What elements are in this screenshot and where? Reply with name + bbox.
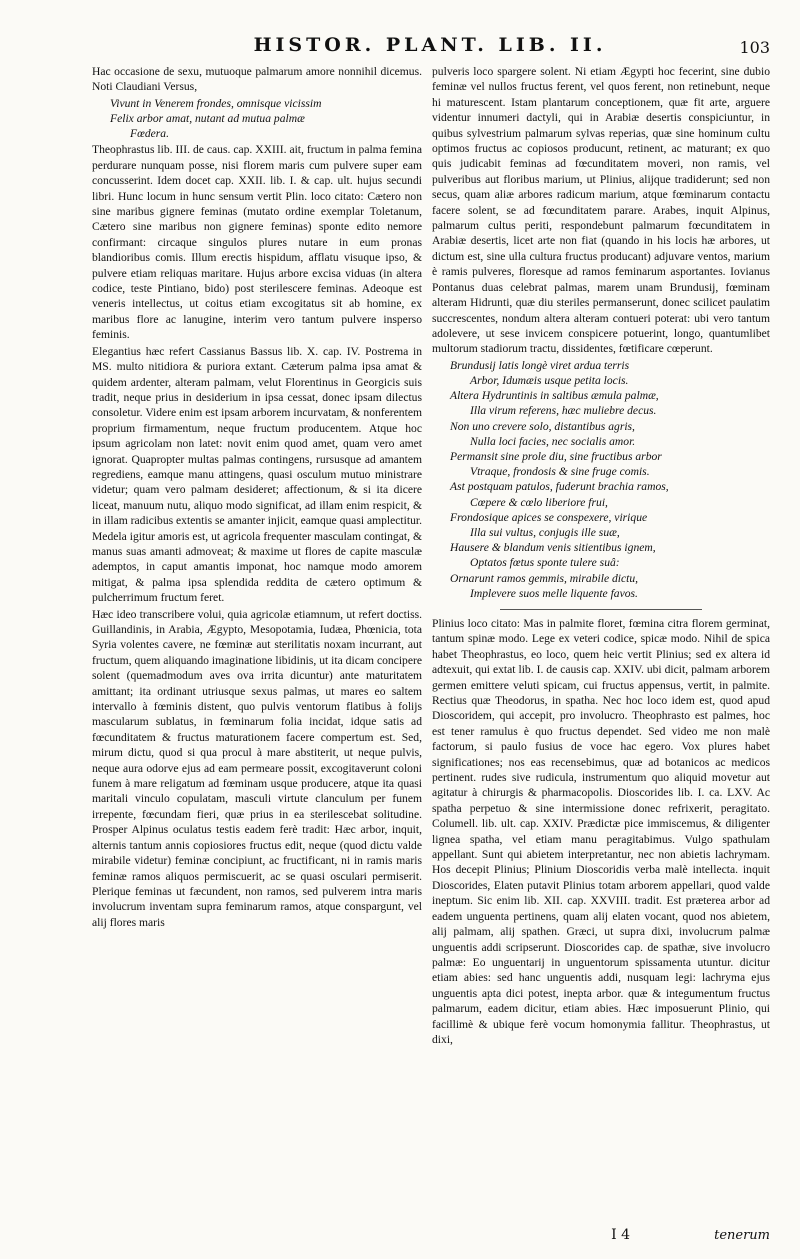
verse-line: Frondosique apices se conspexere, virique [450,510,648,524]
signature-mark: I 4 [611,1227,630,1243]
left-paragraph-2: Elegantius hæc refert Cassianus Bassus lib. X. cap. IV. Postrema in MS. multo nitidiora & puriora extant. Cæterum palma ipsa amat & quidem ardenter, alteram palmam, velut Florentinus in Georgicis suis tradit, neque prius in desiderium in ipsa cessat, donec ipsam dilectus consoletur. Videre enim est ipsam arborem incurvatam, & nonferentem proprium firmamentum, neque fructum producentem. Atque hoc ipsum agricolam non latet: novit enim quod amet, quam vero amet ignorat. Quapropter multas palmas contingens, rursusque ad amantem regrediens, eamque manu attingens, quasi osculum mutuo ministrare videtur; quam vero palmam desideret; affectionum, & si ita dicere liceat, manuum nutu, aliquo modo significat, ad illam enim respicit, & in illam radicibus extentis se amanter injicit, eamque quasi amplectitur. Medela igitur amoris est, ut agricola frequenter masculam contingat, & manus suas amanti admoveat; & maxime ut flores de capite masculæ ademptos, in caput amantis imponat, hoc namque modo amorem mitigat, & palma ipsa splendida reddita de cætero optimum & pulcherrimum fructum feret. [92,344,422,605]
verse-line: Arbor, Idumæis usque petita locis. [470,373,629,387]
left-paragraph-1: Theophrastus lib. III. de caus. cap. XXIII. ait, fructum in palma femina perdurare nunquam posse, nisi florem maris cum pulvere super eam concusserint. Idem docet cap. XXII. lib. I. & cap. ult. hujus secundi libri. Hunc locum in hunc sensum vertit Plin. loco citato: Cætero non sine maribus gignere feminas (mutato ordine exemplar Toletanum, Cætero sine maribus non gignere feminas) sponte edito nemore confirmant: circaque singulos plures nutare in eum pronas blandioribus comis. Illum erectis hispidum, afflatu visuque ipso, & pulvere etiam reliquas maritare. Hujus arbore excisa viduas (in altera codice, teste Pintiano, bido) post sterilescere feminas. Adeoque est veneris intellectus, ut coitus etiam excogitatus sit ab homine, ex maribus flore ac lanugine, interim vero tantum pulvere insperso feminis. [92,143,422,342]
left-column [92,64,422,1224]
verse-line: Ast postquam patulos, fuderunt brachia ramos, [450,480,669,494]
running-title: HISTOR. PLANT. LIB. II. [253,34,607,56]
verse-line: Cœpere & cœlo liberiore frui, [470,495,608,509]
verse-line: Permansit sine prole diu, sine fructibus arbor [450,449,662,463]
pontanus-verse [450,358,770,601]
left-opening: Hac occasione de sexu, mutuoque palmarum amore nonnihil dicemus. Noti Claudiani Versus, [92,65,422,94]
verse-line: Illa sui vultus, conjugis ille suæ, [470,525,620,539]
verse-line: Non uno crevere solo, distantibus agris, [450,419,635,433]
right-paragraph-2: Plinius loco citato: Mas in palmite floret, fœmina citra florem germinat, tantum spinæ modo. Lege ex veteri codice, spicæ modo. Nihil de spica habet Theophrastus, eo loco, quem heic vertit Plinius; sed ex altera id adtexuit, qui extat lib. I. de causis cap. XXIV. ubi dicit, palmam arborem germen emittere veluti spicam, cui fructus appensus, vertit, in palmite. Rectius quæ Theodorus, in spatha. Nec hoc loco idem est, quod apud Dioscoridem, qui accepit, pro involucro. Theophrasto est palmes, hoc est tener ramulus è quo fructus dependet. Sed video me non malè factorum, si paulo fusius de voce hac egero. Vox plures habet significationes; nos eas recensebimus, quæ ad botanicos ac medicos pertinent. rudes sive rudicula, instrumentum quo aliquid movetur aut agitatur à chirurgis & pharmacopolis. Dioscorides lib. I. ca. LXV. Ac spatha perpetuo & sine intermissione donec refrixerit, peragitato. Columell. lib. ult. cap. XXIV. Prædictæ pice immiscemus, & diligenter lignea spatha, vel etiam manu peragitabimus. Vulgo spathulam appellant. Sunt qui abietem interpretantur, nec non abietis lachrymam. Hos decepit Plinius; Plinium Dioscoridis verba malè intellecta. inquit Dioscorides, Elaten putavit Plinius totam arborem appellari, quod valde ineptum. Sic enim lib. XII. cap. XXVIII. tradit. Est præterea arbor ad eadem unguenta pertinens, quam alij elaten vocant, quod nos abietem, alij palmam, alij spathen. Græci, ut supra dixi, involucrum palmæ unguentis addi scripserunt. Dioscorides cap. de spathæ, sive involucro palmæ: Eo unguentarij in unguentorum spissamenta utuntur. dicitur etiam abies: sed hanc unguentis addi, nusquam legi: lachryma ejus unguentis apta dici potest, inepta arbor. quæ & integumentum fructus palmarum, eadem dicitur, etiam abies. Hæc imposuerunt Plinio, qui facillimè & ubique ferè vocum homonymia fallitur. Theophrastus, ut dixi, [432,616,770,1046]
verse-line: Implevere suos melle liquente favos. [470,586,638,600]
verse-line: Ornarunt ramos gemmis, mirabile dictu, [450,571,639,585]
catchword: tenerum [714,1228,770,1243]
left-paragraph-3: Hæc ideo transcribere volui, quia agricolæ etiamnum, ut refert doctiss. Guillandinis, in Arabia, Ægypto, Mesopotamia, Iudæa, Phœnicia, tota Syria volentes cavere, ne fœminæ aut sterilitatis noxam incurrant, aut fructum, quem aliquando imaginatione libidinis, ut ita dicam concipere solent (quemadmodum aves ova irrita dicuntur) ante maturitatem amittant; ita ordinant utriusque sexus palmas, ut mares eo saltem intervallo à fœminis distent, quo pulvis ventorum flatibus à folijs mascularum sublatus, in fœminarum folia incidat, idque satis ad fœcunditatem & fructus maturationem facere compertum est. Sed, mirum dictu, quod si qua procul à mare abstiterit, ut neque pulvis, neque aura odorve ejus ad eam permeare possit, excogitaverunt coloni funem à mare religatum ad fœminam usque producere, atque ita quasi maritali vinculo copulatam, masculi virtute clanculum per funem irrepente, fœcundam fieri, quæ prius in ea sterilescebat solitudine. Prosper Alpinus oculatus testis eadem ferè tradit: Hæc arbor, inquit, alternis tantum annis copiosiores fructus edit, neque (quod dictu valde mirabile videtur) feminæ concipiunt, ac fructificant, ni in ramis maris feminæ ramos aliquos permiscuerit, ac se quasi osculari permiserit. Plerique feminas ut fæcundent, non ramos, sed pulverem intra maris involucrum inventam supra feminarum ramos, atque conspargunt, vel alij flores maris [92,607,422,929]
verse-line: Hausere & blandum venis sitientibus ignem, [450,541,656,555]
verse-line: Optatos fœtus sponte tulere suâ: [470,556,620,570]
verse-line: Nulla loci facies, nec socialis amor. [470,434,636,448]
verse-line: Vtraque, frondosis & sine fruge comis. [470,465,650,479]
verse-line: Fœdera. [130,127,169,141]
right-paragraph-1: pulveris loco spargere solent. Ni etiam Ægypti hoc fecerint, sine dubio feminæ vel nullos fructus ferent, vel quos ferent, non retinebunt, neque hi maturescent. Istam plantarum conceptionem, quæ fit arte, arguere videntur innumeri dactyli, qui in Arabiæ desertis conspiciuntur, in quibus sylvestrium palmarum sylvas reperias, quæ sine hominum cultu optimos fructus ac copiosos producunt, retinent, ac maturant; ex quo quis judicabit feminas ad fœcunditatem moveri, non ramis, vel pulveribus aut floribus marium, ut Plinius, alijque tradiderunt; sed non secus, quam aliæ arbores radicum marium, atque fœminarum contactu facere solent, se ad fœcunditatem parare. Arabes, inquit Alpinus, palmarum cultus periti, respondebunt palmarum fœcunditatem in Arabiæ desertis, licet arte non fiat (quando in his locis hæ arbores, ut dictum est, sine ulla cultura fructus producant) adjuvare ventos, marium è ramis pulveres, floresque ad ramos feminarum asportantes. Iovianus Pontanus duas celebrat palmas, marem unam Brundusij, fœminam alteram Hidrunti, quæ diu steriles permanserunt, donec scilicet paulatim succrescentes, nondum altera alteram contueri poterat: ubi vero tantum adolevere, ut sese invicem conspicere potuerint, longo, quantumlibet multorum stadiorum tractu, dissidentes, fœtificare cœperunt. [432,65,770,356]
section-divider [500,609,703,610]
page-number: 103 [739,38,770,57]
verse-line: Vivunt in Venerem frondes, omnisque vicissim [110,96,322,110]
verse-line: Brundusij latis longè viret ardua terris [450,358,630,372]
claudian-verse [110,96,422,142]
verse-line: Illa virum referens, hæc muliebre decus. [470,404,657,418]
verse-line: Altera Hydruntinis in saltibus æmula palmæ, [450,389,659,403]
verse-line: Felix arbor amat, nutant ad mutua palmæ [110,112,305,126]
right-column [432,64,770,1224]
